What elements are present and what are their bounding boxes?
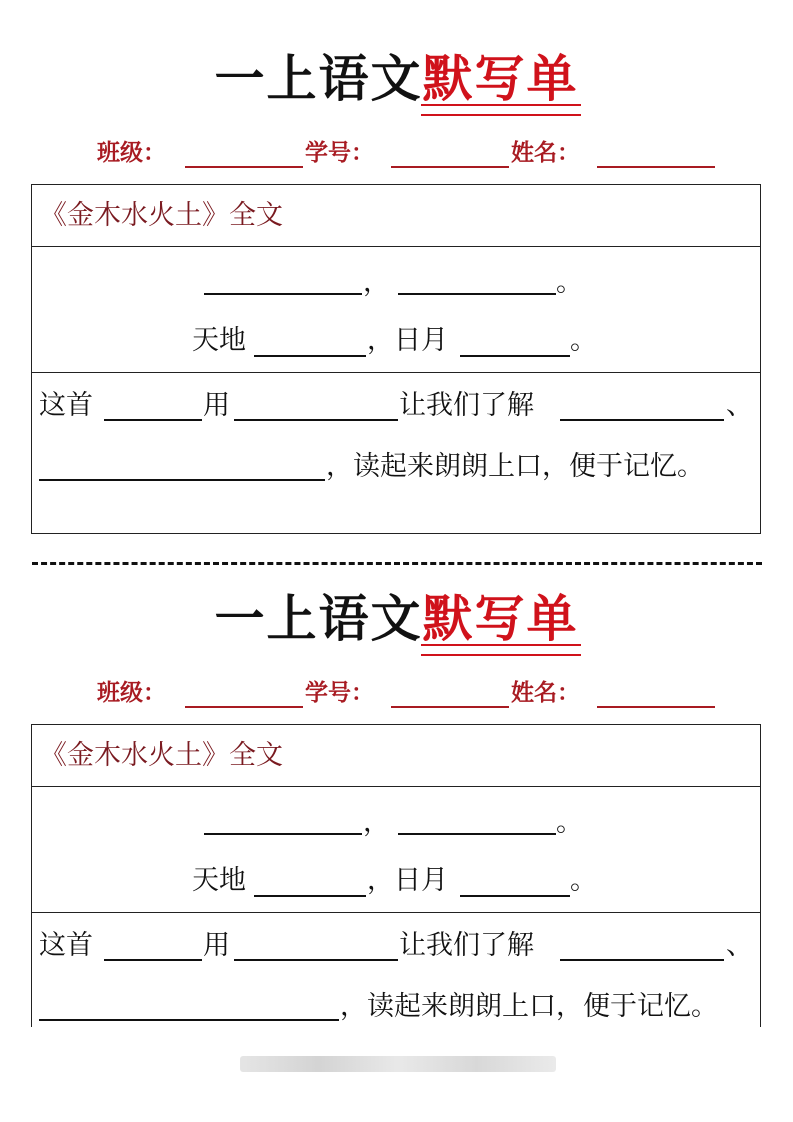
summary-blank-2[interactable] — [234, 419, 398, 421]
class-label: 班级： — [97, 140, 166, 166]
poem-line2-end: 。 — [570, 865, 597, 896]
name-field[interactable] — [597, 706, 715, 708]
summary-blank-1[interactable] — [104, 419, 202, 421]
poem-blank-4[interactable] — [460, 355, 570, 357]
blurred-footer — [240, 1056, 556, 1072]
class-field[interactable] — [185, 166, 303, 168]
worksheet-title — [0, 48, 793, 110]
summary-text-2: 用 — [203, 390, 230, 421]
poem-line2-start: 天地 — [192, 865, 246, 896]
poem-blank-2[interactable] — [398, 833, 556, 835]
summary-blank-4[interactable] — [39, 479, 325, 481]
class-field[interactable] — [185, 706, 303, 708]
name-field[interactable] — [597, 166, 715, 168]
summary-blank-3[interactable] — [560, 959, 724, 961]
summary-text-4: 、 — [726, 930, 753, 961]
summary-text-5: ，读起来朗朗上口，便于记忆。 — [326, 451, 704, 482]
student-info-row — [0, 676, 793, 710]
poem-row — [32, 787, 760, 913]
student-number-label: 学号： — [305, 680, 374, 706]
poem-blank-3[interactable] — [254, 355, 366, 357]
poem-line2-middle: ，日月 — [367, 325, 448, 356]
summary-text-3: 让我们了解 — [399, 930, 534, 961]
name-label: 姓名： — [511, 680, 580, 706]
poem-period: 。 — [556, 267, 583, 298]
student-number-label: 学号： — [305, 140, 374, 166]
summary-text-4: 、 — [726, 390, 753, 421]
summary-blank-3[interactable] — [560, 419, 724, 421]
summary-row — [32, 913, 760, 1027]
student-number-field[interactable] — [391, 706, 509, 708]
title-main: 一上语文 — [214, 50, 423, 108]
worksheet-title — [0, 588, 793, 650]
poem-blank-1[interactable] — [204, 833, 362, 835]
poem-blank-2[interactable] — [398, 293, 556, 295]
title-highlight: 默写单 — [422, 50, 579, 108]
section-heading: 《金木水火土》全文 — [32, 185, 760, 247]
summary-text-2: 用 — [203, 930, 230, 961]
title-highlight: 默写单 — [422, 590, 579, 648]
poem-blank-3[interactable] — [254, 895, 366, 897]
poem-period: 。 — [556, 807, 583, 838]
summary-text-5: ，读起来朗朗上口，便于记忆。 — [340, 991, 718, 1022]
poem-row — [32, 247, 760, 373]
poem-blank-4[interactable] — [460, 895, 570, 897]
summary-row — [32, 373, 760, 533]
poem-line2-middle: ，日月 — [367, 865, 448, 896]
student-number-field[interactable] — [391, 166, 509, 168]
summary-blank-2[interactable] — [234, 959, 398, 961]
summary-blank-1[interactable] — [104, 959, 202, 961]
exercise-table — [31, 724, 761, 1027]
student-info-row — [0, 136, 793, 170]
worksheet-2 — [0, 540, 793, 1027]
title-main: 一上语文 — [214, 590, 423, 648]
poem-line2-start: 天地 — [192, 325, 246, 356]
poem-line2-end: 。 — [570, 325, 597, 356]
poem-comma: ， — [363, 267, 390, 298]
poem-blank-1[interactable] — [204, 293, 362, 295]
summary-text-1: 这首 — [39, 930, 93, 961]
summary-text-3: 让我们了解 — [399, 390, 534, 421]
section-heading: 《金木水火土》全文 — [32, 725, 760, 787]
poem-comma: ， — [363, 807, 390, 838]
class-label: 班级： — [97, 680, 166, 706]
summary-text-1: 这首 — [39, 390, 93, 421]
exercise-table — [31, 184, 761, 534]
summary-blank-4[interactable] — [39, 1019, 339, 1021]
name-label: 姓名： — [511, 140, 580, 166]
